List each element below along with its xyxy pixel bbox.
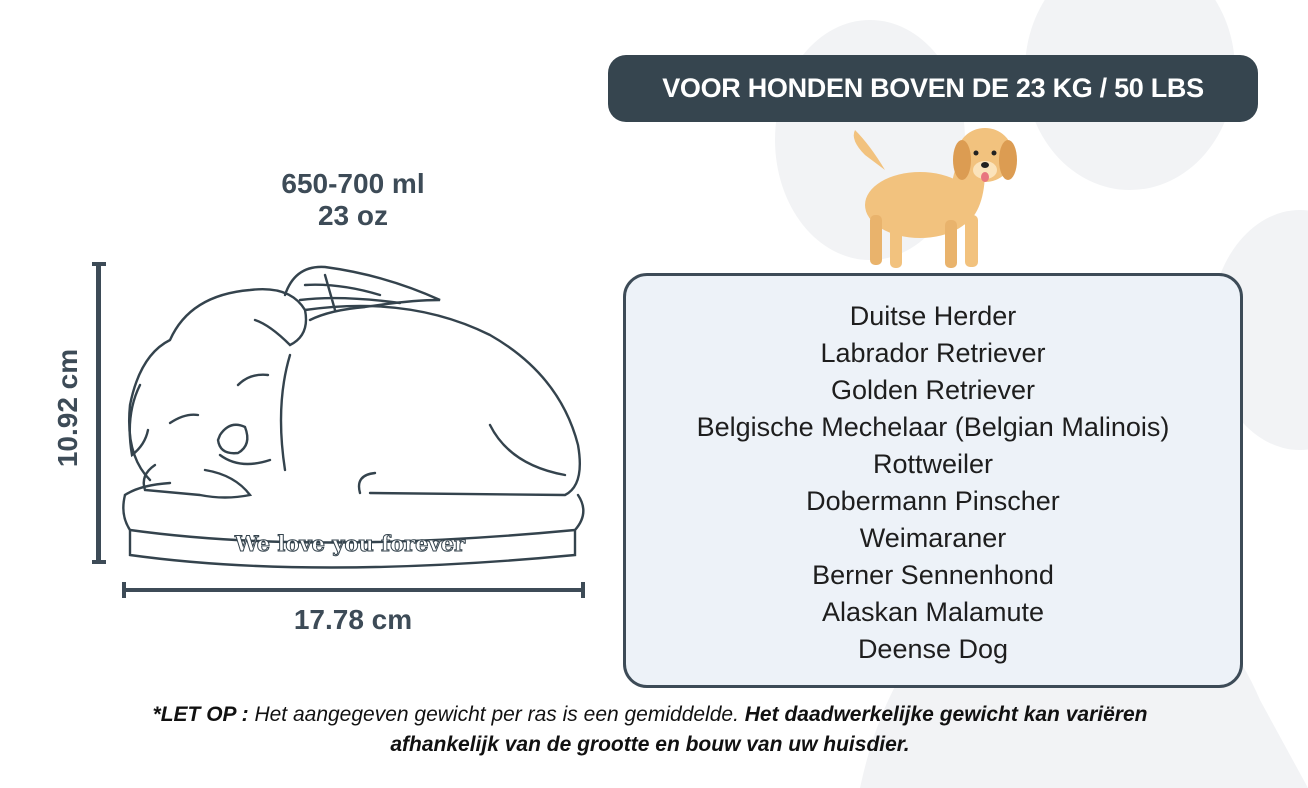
height-tick-bottom bbox=[92, 560, 106, 564]
width-label: 17.78 cm bbox=[293, 604, 413, 635]
height-tick-top bbox=[92, 262, 106, 266]
height-dimension-line bbox=[96, 263, 101, 563]
note-bold-text: Het daadwerkelijke gewicht kan variëren afhankelijk van de grootte en bouw van uw huisdier. bbox=[390, 703, 1148, 756]
breed-item: Belgische Mechelaar (Belgian Malinois) bbox=[696, 412, 1170, 442]
golden-retriever-icon bbox=[845, 125, 1020, 273]
engraving-text: We love you forever bbox=[234, 531, 466, 556]
note-label: *LET OP : bbox=[152, 703, 249, 726]
volume-oz: 23 oz bbox=[317, 200, 389, 231]
breed-item: Labrador Retriever bbox=[820, 338, 1046, 368]
volume-label bbox=[203, 168, 503, 232]
breed-item: Deense Dog bbox=[857, 634, 1009, 664]
disclaimer-note bbox=[150, 700, 1150, 760]
breed-item: Berner Sennenhond bbox=[812, 560, 1054, 590]
width-dimension-line bbox=[123, 588, 584, 592]
breed-item: Golden Retriever bbox=[830, 375, 1036, 405]
breed-item: Weimaraner bbox=[859, 523, 1007, 553]
sleeping-dog-urn-illustration bbox=[110, 255, 600, 575]
breed-list bbox=[626, 276, 1240, 668]
breed-item: Dobermann Pinscher bbox=[806, 486, 1060, 516]
height-label: 10.92 cm bbox=[52, 348, 83, 468]
width-tick-left bbox=[122, 582, 126, 598]
breed-item: Duitse Herder bbox=[849, 301, 1017, 331]
note-text: Het aangegeven gewicht per ras is een gemiddelde. bbox=[248, 703, 745, 726]
volume-ml: 650-700 ml bbox=[281, 168, 425, 199]
breed-list-panel bbox=[623, 273, 1243, 688]
width-tick-right bbox=[581, 582, 585, 598]
breed-item: Alaskan Malamute bbox=[821, 597, 1045, 627]
weight-badge: VOOR HONDEN BOVEN DE 23 KG / 50 LBS bbox=[608, 55, 1258, 122]
breed-item: Rottweiler bbox=[872, 449, 994, 479]
